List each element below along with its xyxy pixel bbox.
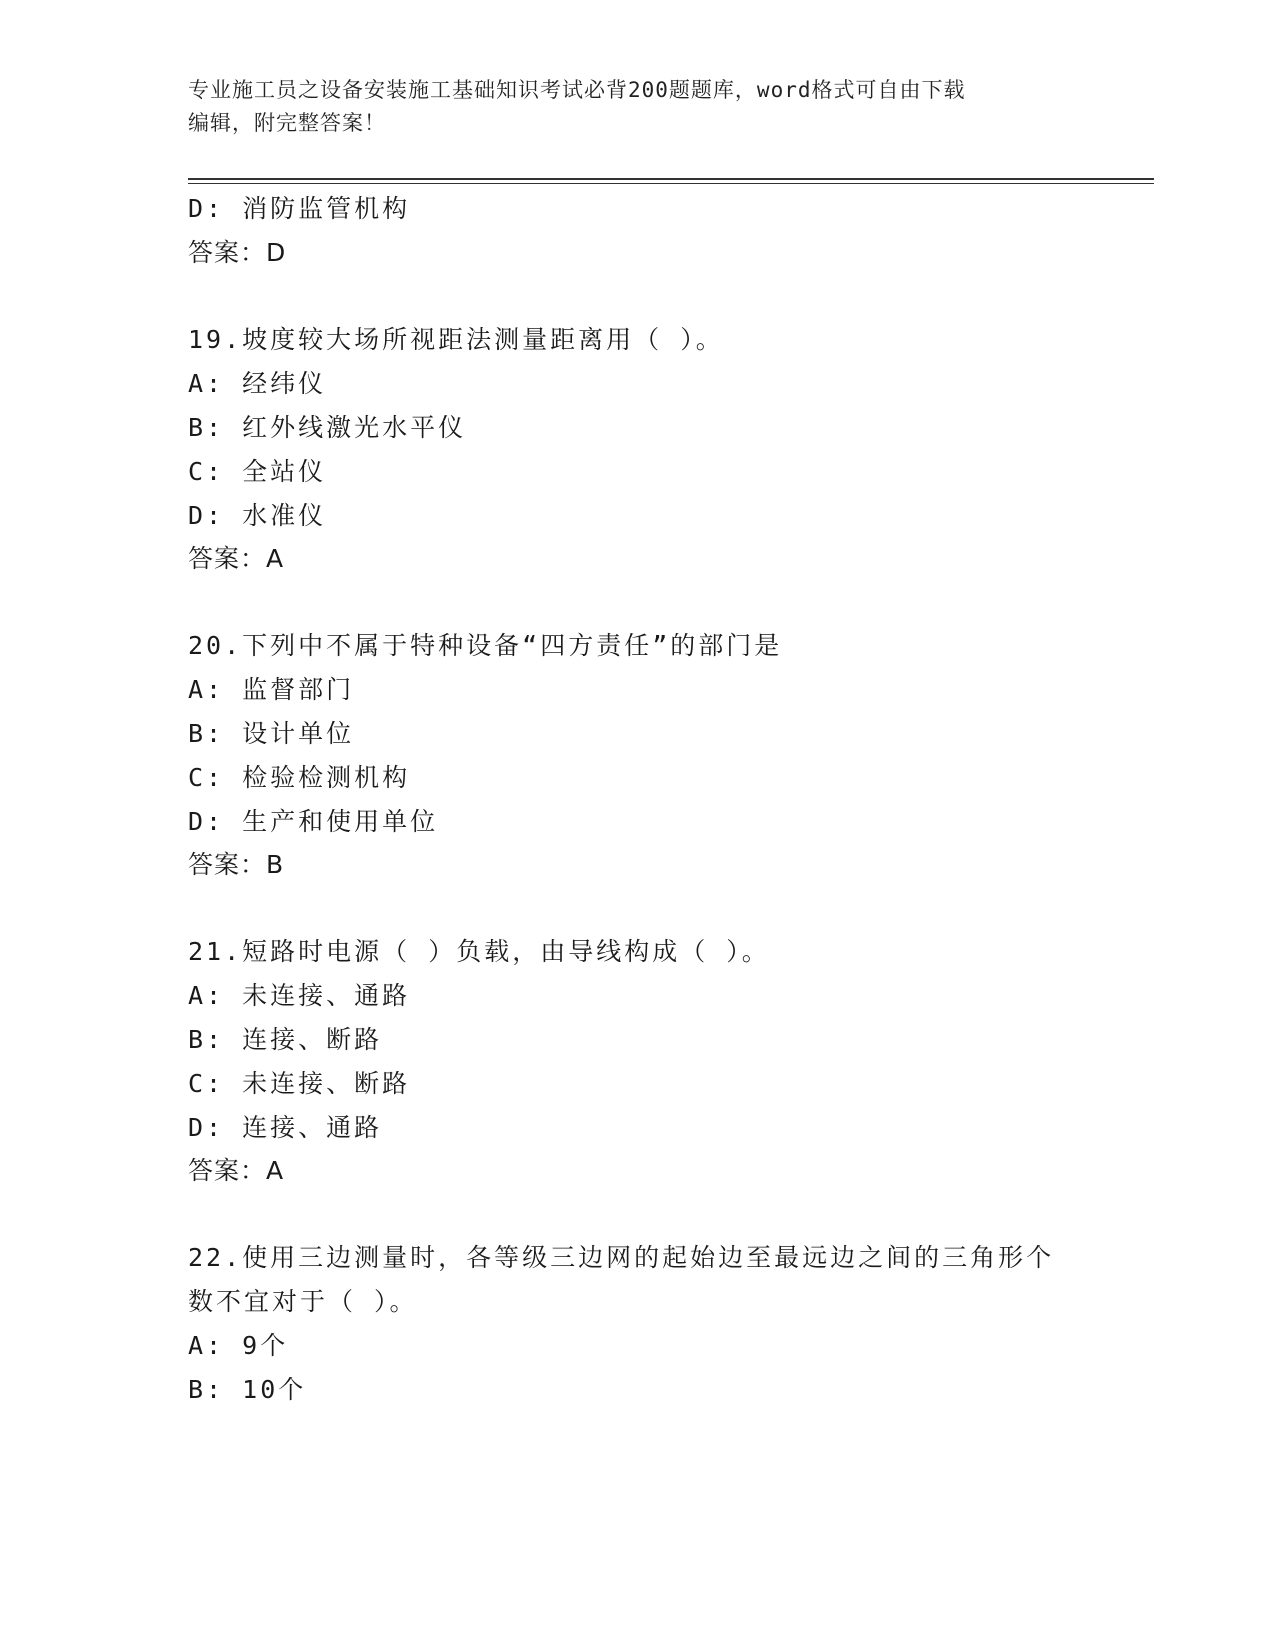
header-divider-thick — [188, 178, 1154, 180]
q21-option-b: B: 连接、断路 — [188, 1025, 383, 1054]
q21-answer: 答案：A — [188, 1156, 285, 1185]
q19-stem: 19.坡度较大场所视距法测量距离用（ ）。 — [188, 325, 724, 354]
q21-option-a: A: 未连接、通路 — [188, 981, 411, 1010]
q22-stem-line-2: 数不宜对于（ ）。 — [188, 1287, 418, 1316]
document-header — [188, 74, 1088, 140]
q20-stem: 20.下列中不属于特种设备“四方责任”的部门是 — [188, 631, 783, 660]
q20-option-c: C: 检验检测机构 — [188, 763, 411, 792]
q20-option-b: B: 设计单位 — [188, 719, 355, 748]
q20-answer: 答案：B — [188, 850, 285, 879]
q22-stem-line-1: 22.使用三边测量时，各等级三边网的起始边至最远边之间的三角形个 — [188, 1243, 1055, 1272]
q22-option-a: A: 9个 — [188, 1331, 289, 1360]
q21-stem: 21.短路时电源（ ）负载，由导线构成（ ）。 — [188, 937, 770, 966]
q19-option-b: B: 红外线激光水平仪 — [188, 413, 467, 442]
q21-option-c: C: 未连接、断路 — [188, 1069, 411, 1098]
q19-answer: 答案：A — [188, 544, 285, 573]
q21-option-d: D: 连接、通路 — [188, 1113, 383, 1142]
q19-option-a: A: 经纬仪 — [188, 369, 327, 398]
q22-option-b: B: 10个 — [188, 1375, 307, 1404]
q20-option-d: D: 生产和使用单位 — [188, 807, 439, 836]
q18-option-d: D: 消防监管机构 — [188, 194, 411, 223]
header-divider-thin — [188, 183, 1154, 184]
header-line-1: 专业施工员之设备安装施工基础知识考试必背200题题库，word格式可自由下载 — [188, 78, 966, 102]
q19-option-c: C: 全站仪 — [188, 457, 327, 486]
q20-option-a: A: 监督部门 — [188, 675, 355, 704]
header-line-2: 编辑，附完整答案！ — [188, 111, 386, 135]
q19-option-d: D: 水准仪 — [188, 501, 327, 530]
q18-answer: 答案：D — [188, 238, 287, 267]
